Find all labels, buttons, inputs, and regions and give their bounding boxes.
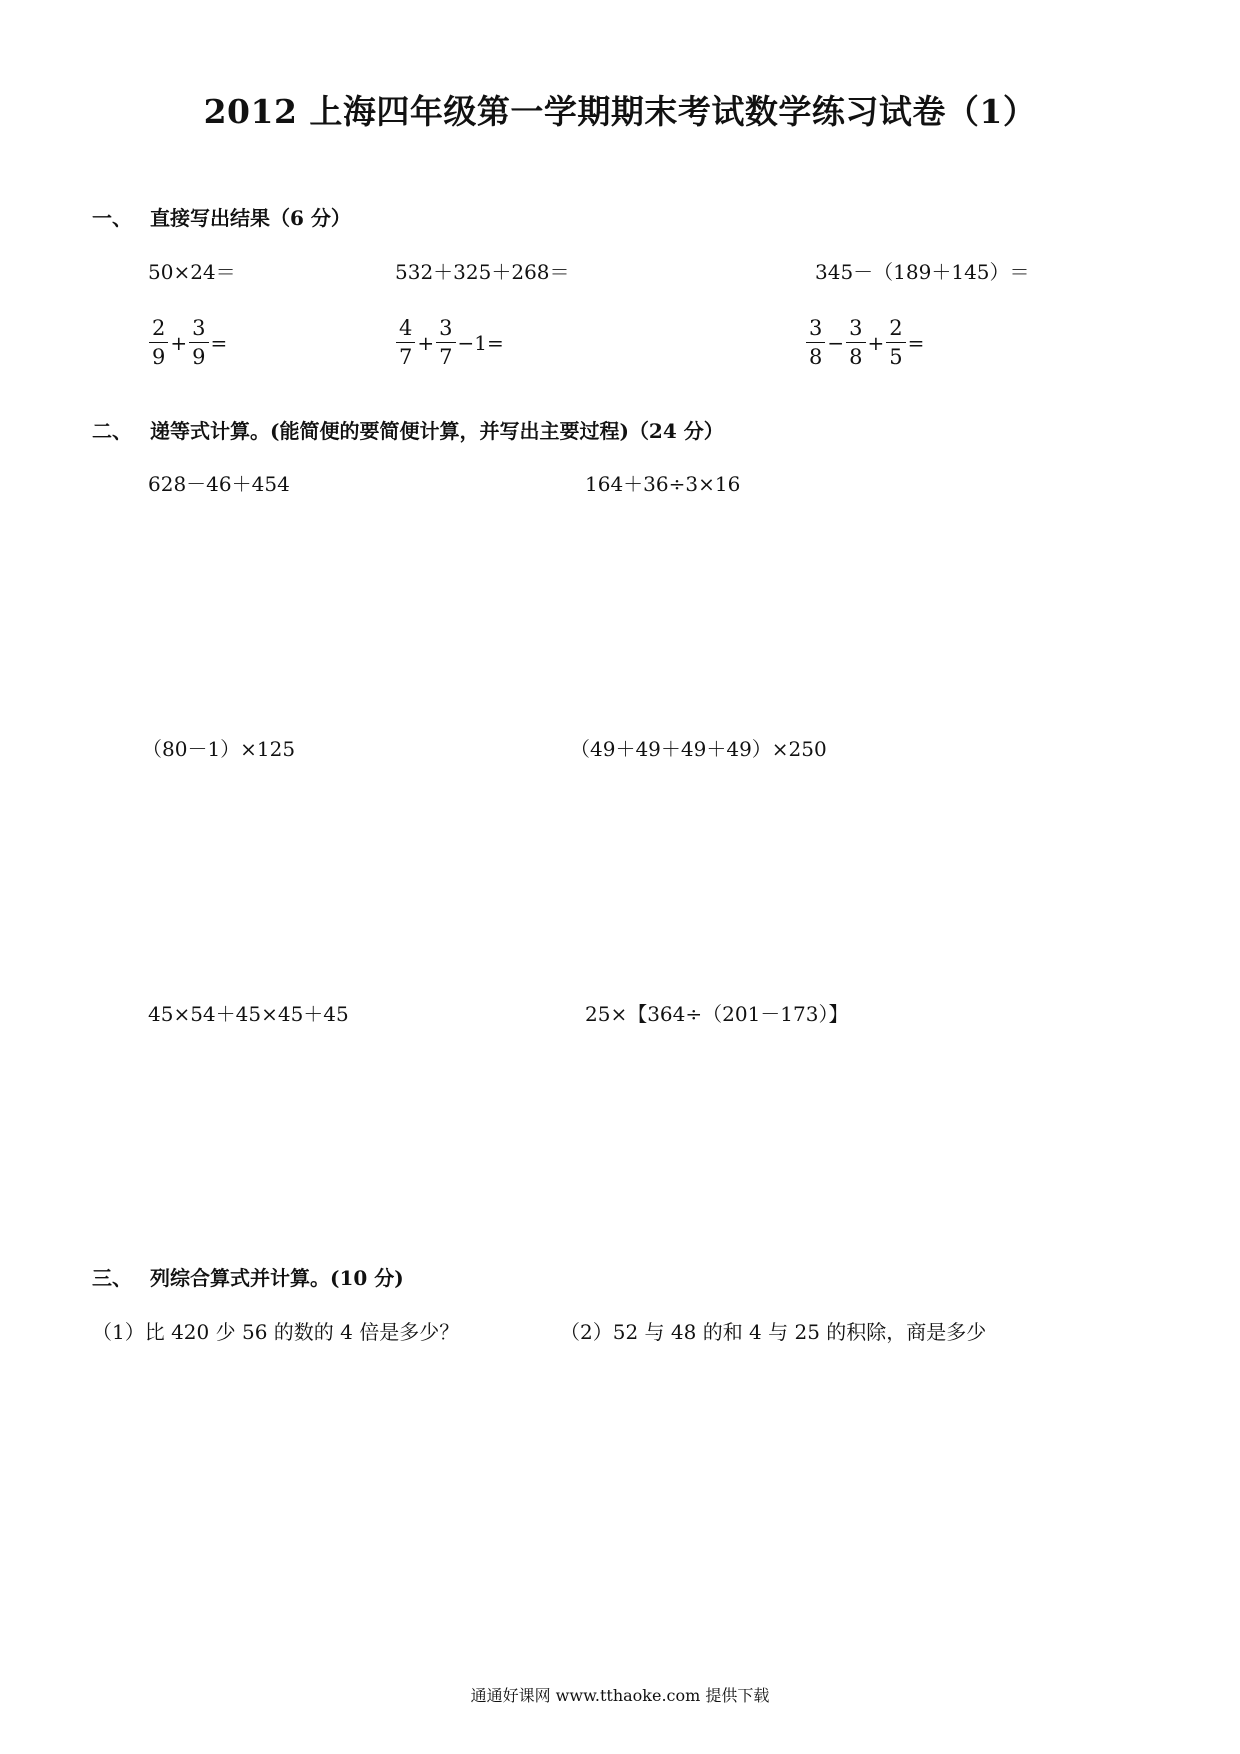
operator: = [210, 331, 228, 355]
s1-problem-3: 345－（189＋145）＝ [815, 260, 1030, 284]
fraction [396, 318, 415, 368]
fraction-numerator: 2 [149, 318, 168, 343]
s3-problem-2: （2）52 与 48 的和 4 与 25 的积除，商是多少 [560, 1320, 987, 1344]
section3-title: 列综合算式并计算。(10 分) [150, 1266, 404, 1290]
fraction-numerator: 4 [396, 318, 415, 343]
fraction-numerator: 3 [189, 318, 208, 343]
s3-problem-1: （1）比 420 少 56 的数的 4 倍是多少？ [92, 1320, 460, 1344]
fraction-numerator: 3 [436, 318, 455, 343]
fraction [436, 318, 455, 368]
s2-problem-6: 25×【364÷（201－173）】 [585, 1002, 849, 1026]
fraction-numerator: 3 [846, 318, 865, 343]
s2-problem-3: （80－1）×125 [142, 737, 296, 761]
operator: = [907, 331, 925, 355]
s2-problem-2: 164＋36÷3×16 [585, 472, 741, 496]
section1-number: 一、 [92, 206, 132, 230]
s1-problem-2: 532＋325＋268＝ [395, 260, 570, 284]
section2-number: 二、 [92, 419, 132, 443]
s2-problem-5: 45×54＋45×45＋45 [148, 1002, 349, 1026]
fraction-denominator: 5 [889, 345, 903, 369]
s2-problem-4: （49＋49＋49＋49）×250 [570, 737, 827, 761]
fraction [189, 318, 208, 368]
fraction-denominator: 8 [849, 345, 863, 369]
operator: −1= [457, 331, 504, 355]
section2-title: 递等式计算。(能简便的要简便计算，并写出主要过程)（24 分） [150, 419, 724, 443]
operator: − [827, 331, 845, 355]
fraction [886, 318, 905, 368]
fraction-numerator: 2 [886, 318, 905, 343]
section1-title: 直接写出结果（6 分） [150, 206, 351, 230]
fraction-denominator: 9 [152, 345, 166, 369]
operator: + [867, 331, 885, 355]
fraction [149, 318, 168, 368]
fraction [806, 318, 825, 368]
fraction-denominator: 9 [192, 345, 206, 369]
s1-fraction-problem-1 [148, 318, 228, 368]
page-footer: 通通好课网 www.tthaoke.com 提供下载 [470, 1686, 770, 1705]
fraction-numerator: 3 [806, 318, 825, 343]
fraction-denominator: 7 [439, 345, 453, 369]
operator: + [170, 331, 188, 355]
s1-problem-1: 50×24＝ [148, 260, 236, 284]
fraction-denominator: 7 [399, 345, 413, 369]
page-title: 2012 上海四年级第一学期期末考试数学练习试卷（1） [203, 92, 1037, 131]
s1-fraction-problem-2 [395, 318, 505, 368]
operator: + [417, 331, 435, 355]
fraction-denominator: 8 [809, 345, 823, 369]
fraction [846, 318, 865, 368]
s1-fraction-problem-3 [805, 318, 925, 368]
s2-problem-1: 628－46＋454 [148, 472, 290, 496]
section3-number: 三、 [92, 1266, 132, 1290]
